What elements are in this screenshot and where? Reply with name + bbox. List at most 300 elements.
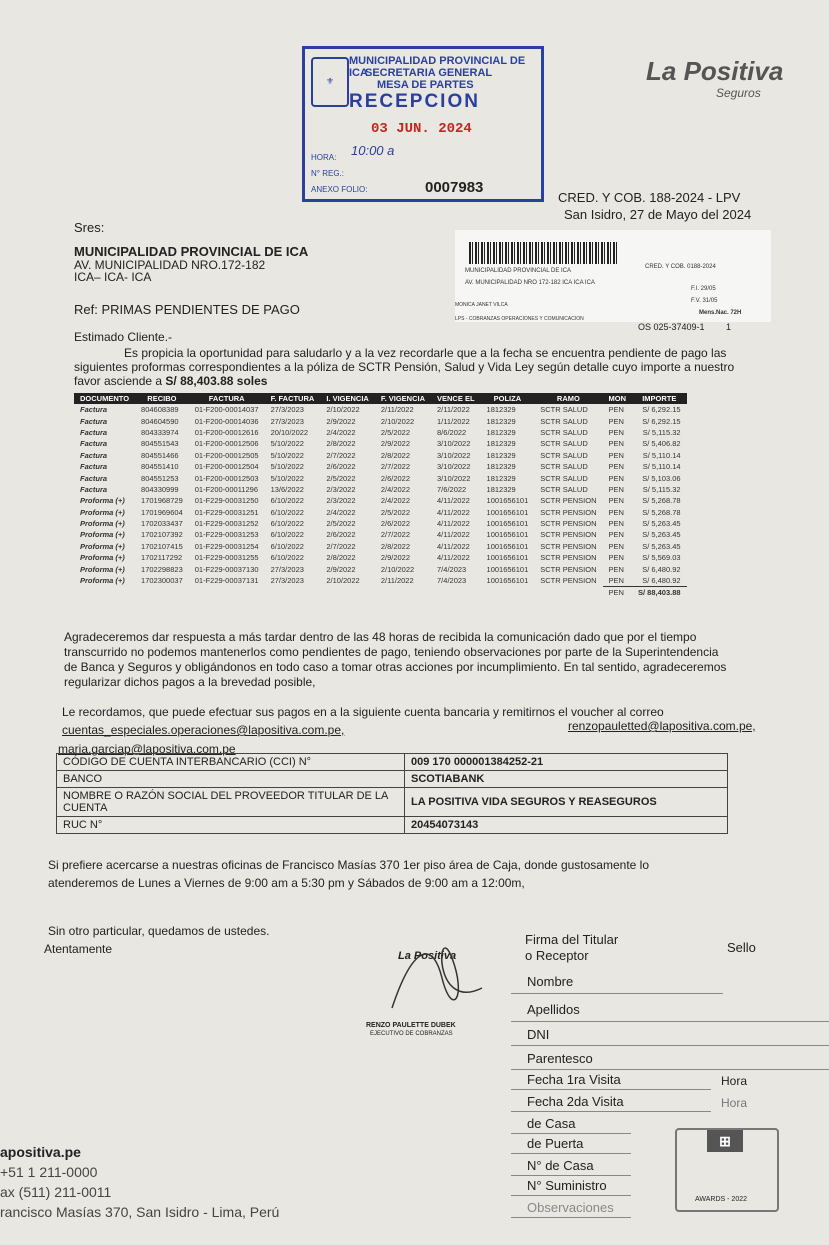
table-cell: PEN (608, 496, 624, 506)
recipient-address1: AV. MUNICIPALIDAD NRO.172-182 (74, 258, 266, 272)
table-cell: 01-F200-00012504 (194, 462, 259, 472)
stamp-line3: MESA DE PARTES (377, 79, 474, 91)
table-cell: Factura (80, 473, 108, 483)
label-os: OS 025-37409-1 (638, 322, 705, 332)
table-cell: 1001656101 (486, 519, 529, 529)
total-currency: PEN (603, 587, 633, 599)
table-cell: SCTR PENSION (540, 576, 597, 586)
table-cell: 01-F229-00031250 (194, 496, 259, 506)
table-cell: 2/7/2022 (326, 541, 356, 551)
table-cell: 1001656101 (486, 553, 529, 563)
table-cell: 3/10/2022 (437, 450, 471, 460)
receipt-sello: Sello (727, 940, 756, 955)
table-cell: 5/10/2022 (270, 473, 304, 483)
table-cell: 3/10/2022 (437, 439, 471, 449)
table-cell: PEN (608, 405, 624, 415)
table-cell: 2/5/2022 (380, 507, 411, 517)
table-cell: 01-F229-00031254 (194, 541, 259, 551)
table-row (74, 404, 687, 415)
table-cell: 27/3/2023 (270, 564, 304, 574)
para3-line1: Si prefiere acercarse a nuestras oficinas de Francisco Masías 370 1er piso área de Caja, donde gustosamente lo (48, 858, 649, 872)
table-cell: 2/5/2022 (326, 473, 356, 483)
table-cell: S/ 5,569.03 (642, 553, 681, 563)
table-header-cell: POLIZA (481, 393, 535, 404)
table-cell: 2/6/2022 (380, 519, 411, 529)
signature-title: EJECUTIVO DE COBRANZAS (370, 1031, 453, 1037)
table-header (74, 393, 687, 404)
shipping-label (455, 230, 771, 322)
table-cell: S/ 5,263.45 (642, 541, 681, 551)
label-dept: LPS - COBRANZAS OPERACIONES Y COMUNICACION (455, 316, 584, 322)
table-cell: Factura (80, 462, 108, 472)
bank-row (57, 754, 728, 771)
table-cell: 1001656101 (486, 576, 529, 586)
table-cell: 01-F200-00012505 (194, 450, 259, 460)
table-cell: 01-F229-00031255 (194, 553, 259, 563)
bank-row (57, 771, 728, 788)
table-cell: PEN (608, 450, 624, 460)
table-cell: S/ 5,115.32 (642, 484, 681, 494)
table-cell: Proforma (+) (80, 519, 125, 529)
table-cell: Proforma (+) (80, 530, 125, 540)
table-cell: 6/10/2022 (270, 530, 304, 540)
stamp-anexo-label: ANEXO FOLIO: (311, 185, 368, 194)
table-cell: 3/10/2022 (437, 462, 471, 472)
table-cell: PEN (608, 519, 624, 529)
table-cell: 2/11/2022 (380, 405, 414, 415)
table-cell: 2/11/2022 (380, 576, 414, 586)
table-cell: 6/10/2022 (270, 507, 304, 517)
table-cell: 13/6/2022 (270, 484, 304, 494)
footer-tel: +51 1 211-0000 (0, 1164, 98, 1180)
label-sender: MONICA JANET VILCA (455, 302, 508, 308)
table-cell: 6/10/2022 (270, 496, 304, 506)
table-cell: PEN (608, 462, 624, 472)
footer-fax: ax (511) 211-0011 (0, 1184, 112, 1200)
table-cell: 2/8/2022 (380, 541, 411, 551)
intro-line3: favor asciende a (74, 374, 166, 388)
table-cell: 4/11/2022 (437, 507, 470, 517)
form-field-apellidos[interactable]: Apellidos (511, 998, 829, 1022)
receipt-form (511, 920, 829, 1220)
table-cell: 2/10/2022 (380, 564, 415, 574)
bank-label: BANCO (57, 771, 405, 788)
table-cell: 01-F200-00014036 (194, 416, 259, 426)
table-cell: 2/5/2022 (326, 519, 356, 529)
table-row (74, 575, 687, 587)
table-cell: 1812329 (486, 439, 516, 449)
barcode (469, 242, 619, 264)
table-cell: 2/4/2022 (326, 507, 356, 517)
table-cell: 1812329 (486, 484, 516, 494)
intro-line2: siguientes proformas correspondientes a la póliza de SCTR Pensión, Salud y Vida Ley según detalle cuyo importe a nuestro (74, 360, 735, 374)
place-date: San Isidro, 27 de Mayo del 2024 (564, 207, 752, 222)
table-cell: PEN (608, 576, 624, 586)
table-row (74, 461, 687, 472)
table-cell: 1702033437 (141, 519, 183, 529)
table-cell: 5/10/2022 (270, 439, 304, 449)
bank-row (57, 788, 728, 817)
table-cell: PEN (608, 484, 624, 494)
table-cell: PEN (608, 553, 624, 563)
table-cell: 1001656101 (486, 564, 529, 574)
receipt-firma: Firma del Titular (525, 932, 619, 947)
form-field-puerta[interactable]: de Puerta (511, 1134, 631, 1154)
table-cell: 8/6/2022 (437, 427, 467, 437)
table-cell: Factura (80, 439, 108, 449)
greeting: Estimado Cliente.- (74, 330, 173, 344)
footer-address: rancisco Masías 370, San Isidro - Lima, Perú (0, 1204, 280, 1220)
table-cell: S/ 6,292.15 (642, 416, 681, 426)
form-field-dni[interactable]: DNI (511, 1024, 829, 1046)
table-cell: 6/10/2022 (270, 541, 304, 551)
table-cell: 2/7/2022 (380, 530, 411, 540)
table-header-cell: F. FACTURA (265, 393, 321, 404)
table-cell: 01-F200-00011296 (194, 484, 258, 494)
stamp-line2: SECRETARIA GENERAL (365, 67, 493, 79)
table-cell: SCTR PENSION (540, 507, 597, 517)
form-field-casa[interactable]: de Casa (511, 1114, 631, 1134)
reference-code: CRED. Y COB. 188-2024 - LPV (558, 190, 741, 205)
table-cell: 804604590 (141, 416, 179, 426)
table-cell: SCTR PENSION (540, 519, 597, 529)
table-row (74, 552, 687, 563)
table-row (74, 495, 687, 506)
form-field-parentesco[interactable]: Parentesco (511, 1048, 829, 1070)
table-cell: 2/4/2022 (380, 484, 411, 494)
para1-line4: regularizar dichos pagos a la brevedad posible, (64, 675, 316, 689)
municipal-seal-icon: ⚜ (311, 57, 349, 107)
table-cell: 2/6/2022 (326, 530, 356, 540)
table-row (74, 415, 687, 426)
table-cell: PEN (608, 541, 624, 551)
table-cell: 4/11/2022 (437, 496, 470, 506)
table-cell: SCTR SALUD (540, 484, 588, 494)
table-cell: 2/10/2022 (326, 405, 360, 415)
table-cell: PEN (608, 507, 624, 517)
table-cell: 20/10/2022 (270, 427, 309, 437)
table-cell: S/ 5,263.45 (642, 519, 681, 529)
table-cell: S/ 5,103.06 (642, 473, 681, 483)
stamp-line4: RECEPCION (349, 91, 480, 112)
table-cell: 2/4/2022 (326, 427, 356, 437)
table-cell: Factura (80, 450, 108, 460)
table-total-row (74, 587, 687, 599)
table-cell: 804551543 (141, 439, 179, 449)
table-cell: 27/3/2023 (270, 405, 304, 415)
table-cell: 7/4/2023 (437, 576, 467, 586)
table-cell: 804551410 (141, 462, 179, 472)
receipt-receptor: o Receptor (525, 948, 589, 963)
pending-payments-table (74, 393, 687, 599)
table-cell: 2/9/2022 (380, 553, 411, 563)
intro-line1: Es propicia la oportunidad para saludarlo y a la vez recordarle que a la fecha se encuentra pendiente de pago las (124, 346, 727, 360)
form-hora-label: Hora (721, 1074, 748, 1088)
recipient-name: MUNICIPALIDAD PROVINCIAL DE ICA (74, 244, 309, 259)
award-label: AWARDS - 2022 (695, 1196, 747, 1203)
bank-label: NOMBRE O RAZÓN SOCIAL DEL PROVEEDOR TITULAR DE LA CUENTA (57, 788, 405, 817)
table-header-cell: RAMO (534, 393, 602, 404)
table-cell: PEN (608, 473, 624, 483)
table-header-cell: FACTURA (189, 393, 265, 404)
label-mens: Mens.Nac. 72H (699, 310, 742, 316)
award-logo-icon: ⊞ (707, 1130, 743, 1152)
table-row (74, 427, 687, 438)
table-cell: SCTR SALUD (540, 405, 588, 415)
stamp-hora-label: HORA: (311, 153, 337, 162)
table-cell: S/ 5,115.32 (642, 427, 681, 437)
table-cell: 5/10/2022 (270, 450, 304, 460)
table-cell: S/ 5,268.78 (642, 507, 681, 517)
table-cell: 2/6/2022 (380, 473, 411, 483)
recipient-sres: Sres: (74, 220, 105, 235)
table-cell: 2/10/2022 (380, 416, 415, 426)
table-cell: 1001656101 (486, 496, 529, 506)
form-field-nombre[interactable]: Nombre (511, 970, 723, 994)
table-cell: Proforma (+) (80, 553, 125, 563)
table-cell: 6/10/2022 (270, 553, 304, 563)
table-header-cell: RECIBO (135, 393, 189, 404)
table-cell: 1812329 (486, 416, 516, 426)
table-header-cell: IMPORTE (632, 393, 687, 404)
form-field-suministro[interactable]: N° Suministro (511, 1176, 631, 1196)
table-cell: 01-F229-00037131 (194, 576, 259, 586)
bank-value: 009 170 000001384252-21 (405, 754, 728, 771)
signature-scribble-icon (372, 928, 500, 1024)
table-cell: 4/11/2022 (437, 519, 470, 529)
table-cell: 1812329 (486, 405, 516, 415)
bank-label: RUC N° (57, 817, 405, 834)
table-cell: 1702300037 (141, 576, 183, 586)
table-cell: 01-F200-00014037 (194, 405, 259, 415)
stamp-line1: MUNICIPALIDAD PROVINCIAL DE ICA (349, 55, 526, 79)
table-cell: SCTR PENSION (540, 496, 597, 506)
table-cell: 2/8/2022 (326, 553, 356, 563)
table-cell: 2/7/2022 (326, 450, 356, 460)
table-cell: S/ 6,480.92 (642, 564, 681, 574)
table-cell: 2/10/2022 (326, 576, 360, 586)
form-field-ncasa[interactable]: N° de Casa (511, 1156, 631, 1176)
table-cell: 2/9/2022 (326, 564, 356, 574)
table-cell: S/ 5,268.78 (642, 496, 681, 506)
table-row (74, 541, 687, 552)
table-cell: 2/3/2022 (326, 484, 356, 494)
table-row (74, 507, 687, 518)
label-name: MUNICIPALIDAD PROVINCIAL DE ICA (465, 268, 572, 274)
table-cell: PEN (608, 416, 624, 426)
table-cell: S/ 6,480.92 (642, 576, 681, 586)
table-cell: 01-F229-00031253 (194, 530, 259, 540)
recipient-address2: ICA– ICA- ICA (74, 270, 152, 284)
table-cell: 27/3/2023 (270, 416, 304, 426)
ref-line: Ref: PRIMAS PENDIENTES DE PAGO (74, 302, 300, 317)
table-cell: 1001656101 (486, 541, 529, 551)
table-cell: SCTR PENSION (540, 530, 597, 540)
table-header-cell: VENCE EL (431, 393, 481, 404)
table-cell: S/ 6,292.15 (642, 405, 681, 415)
table-cell: SCTR SALUD (540, 416, 588, 426)
table-cell: 01-F200-00012503 (194, 473, 259, 483)
table-cell: 7/4/2023 (437, 564, 467, 574)
label-code: CRED. Y COB. 0188-2024 (645, 264, 716, 270)
table-cell: 3/10/2022 (437, 473, 471, 483)
table-cell: 01-F200-00012506 (194, 439, 259, 449)
bank-value: SCOTIABANK (405, 771, 728, 788)
table-cell: 1812329 (486, 462, 516, 472)
table-cell: S/ 5,110.14 (642, 450, 681, 460)
stamp-hora-value: 10:00 a (351, 143, 395, 158)
table-cell: 1702107392 (141, 530, 183, 540)
table-cell: 7/6/2022 (437, 484, 467, 494)
table-cell: 2/9/2022 (326, 416, 356, 426)
bank-value: LA POSITIVA VIDA SEGUROS Y REASEGUROS (405, 788, 728, 817)
table-cell: Proforma (+) (80, 564, 125, 574)
table-cell: 2/8/2022 (380, 450, 411, 460)
signature-logo: La Positiva (398, 950, 457, 962)
table-cell: SCTR PENSION (540, 541, 597, 551)
table-cell: S/ 5,406.82 (642, 439, 681, 449)
table-header-cell: MON (603, 393, 633, 404)
stamp-reg-label: N° REG.: (311, 169, 344, 178)
table-header-cell: F. VIGENCIA (375, 393, 431, 404)
table-cell: Factura (80, 484, 108, 494)
para3-line2: atenderemos de Lunes a Viernes de 9:00 am a 5:30 pm y Sábados de 9:00 am a 12:00m, (48, 876, 525, 890)
table-cell: 804551253 (141, 473, 179, 483)
table-cell: 1701969604 (141, 507, 183, 517)
form-field-fecha2[interactable]: Fecha 2da Visita (511, 1092, 711, 1112)
table-cell: SCTR SALUD (540, 427, 588, 437)
table-header-cell: I. VIGENCIA (320, 393, 375, 404)
table-cell: 5/10/2022 (270, 462, 304, 472)
email-2[interactable]: renzopauletted@lapositiva.com.pe, (568, 719, 756, 733)
label-address: AV. MUNICIPALIDAD NRO 172-182 ICA ICA ICA (465, 280, 595, 286)
table-cell: SCTR PENSION (540, 564, 597, 574)
bank-label: CÓDIGO DE CUENTA INTERBANCARIO (CCI) N° (57, 754, 405, 771)
table-cell: 2/8/2022 (326, 439, 356, 449)
stamp-date: 03 JUN. 2024 (371, 121, 472, 137)
bank-row (57, 817, 728, 834)
table-cell: Proforma (+) (80, 541, 125, 551)
table-cell: 2/5/2022 (380, 427, 411, 437)
total-amount-text: S/ 88,403.88 soles (165, 374, 268, 388)
award-badge-icon (675, 1128, 779, 1212)
table-cell: S/ 5,263.45 (642, 530, 681, 540)
table-cell: 2/4/2022 (380, 496, 411, 506)
table-cell: SCTR SALUD (540, 462, 588, 472)
table-cell: 1701968729 (141, 496, 183, 506)
para1-line3: de Banca y Seguros y obligándonos en todo caso a tomar otras acciones por incumplimiento. En tal sentido, agradeceremos (64, 660, 727, 674)
table-row (74, 563, 687, 574)
table-cell: Proforma (+) (80, 576, 125, 586)
table-cell: 4/11/2022 (437, 530, 470, 540)
table-cell: PEN (608, 439, 624, 449)
form-field-observaciones[interactable]: Observaciones (511, 1198, 631, 1218)
bank-account-table (56, 753, 728, 834)
reception-stamp (302, 46, 544, 202)
label-fi: F.I. 29/05 (691, 286, 716, 292)
table-cell: SCTR SALUD (540, 450, 588, 460)
table-cell: Factura (80, 427, 108, 437)
table-cell: 4/11/2022 (437, 553, 470, 563)
signature-name: RENZO PAULETTE DUBEK (366, 1022, 456, 1029)
company-logo: La Positiva (646, 56, 784, 86)
table-cell: 1812329 (486, 450, 516, 460)
table-cell: 01-F200-00012616 (194, 427, 259, 437)
table-cell: 1001656101 (486, 530, 529, 540)
table-cell: 2/6/2022 (326, 462, 356, 472)
para1-line2: transcurrido no podemos mantenerlos como pendientes de pago, teniendo observaciones por parte de la Superintendencia (64, 645, 719, 659)
table-cell: SCTR SALUD (540, 473, 588, 483)
table-cell: 804330999 (141, 484, 179, 494)
table-cell: PEN (608, 530, 624, 540)
table-cell: PEN (608, 564, 624, 574)
table-cell: 1812329 (486, 427, 516, 437)
table-cell: Proforma (+) (80, 496, 125, 506)
table-cell: Factura (80, 405, 108, 415)
table-cell: 27/3/2023 (270, 576, 304, 586)
footer-web: apositiva.pe (0, 1144, 81, 1160)
table-row (74, 450, 687, 461)
label-qty: 1 (726, 322, 732, 332)
table-cell: S/ 5,110.14 (642, 462, 681, 472)
table-cell: 2/7/2022 (380, 462, 411, 472)
table-cell: 1702298823 (141, 564, 183, 574)
table-cell: 2/11/2022 (437, 405, 470, 415)
table-cell: SCTR PENSION (540, 553, 597, 563)
table-row (74, 518, 687, 529)
table-cell: 01-F229-00031251 (194, 507, 259, 517)
total-amount: S/ 88,403.88 (632, 587, 687, 599)
stamp-folio: 0007983 (425, 179, 484, 196)
table-cell: 2/3/2022 (326, 496, 356, 506)
table-row (74, 484, 687, 495)
table-cell: 1001656101 (486, 507, 529, 517)
email-1[interactable]: cuentas_especiales.operaciones@lapositiva.com.pe, (62, 723, 345, 737)
table-cell: 01-F229-00031252 (194, 519, 259, 529)
table-row (74, 472, 687, 483)
table-row (74, 438, 687, 449)
closing-text: Sin otro particular, quedamos de ustedes. (48, 924, 270, 938)
closing-regards: Atentamente (44, 942, 113, 956)
table-row (74, 529, 687, 540)
table-cell: 804333974 (141, 427, 179, 437)
table-cell: 1812329 (486, 473, 516, 483)
table-cell: 1702107415 (141, 541, 183, 551)
table-cell: Proforma (+) (80, 507, 125, 517)
label-fv: F.V. 31/05 (691, 298, 718, 304)
form-field-fecha1[interactable]: Fecha 1ra Visita (511, 1070, 711, 1090)
para1-line1: Agradeceremos dar respuesta a más tardar dentro de las 48 horas de recibida la comunicación dado que por el tiempo (64, 630, 697, 644)
table-cell: 6/10/2022 (270, 519, 304, 529)
table-cell: 1702117292 (141, 553, 183, 563)
para2: Le recordamos, que puede efectuar sus pagos en a la siguiente cuenta bancaria y remitirnos el voucher al correo (62, 705, 664, 719)
table-cell: 804608389 (141, 405, 179, 415)
table-header-cell: DOCUMENTO (74, 393, 135, 404)
table-cell: 2/9/2022 (380, 439, 411, 449)
email-3[interactable]: maria.garciap@lapositiva.com.pe (58, 742, 236, 756)
table-cell: 4/11/2022 (437, 541, 470, 551)
table-cell: SCTR SALUD (540, 439, 588, 449)
table-cell: 804551466 (141, 450, 179, 460)
table-cell: PEN (608, 427, 624, 437)
signature-stamp (366, 928, 500, 1040)
bank-value: 20454073143 (405, 817, 728, 834)
company-logo-sub: Seguros (716, 86, 761, 100)
table-cell: Factura (80, 416, 108, 426)
form-hora-label-2: Hora (721, 1096, 748, 1110)
table-cell: 1/11/2022 (437, 416, 470, 426)
table-cell: 01-F229-00037130 (194, 564, 259, 574)
